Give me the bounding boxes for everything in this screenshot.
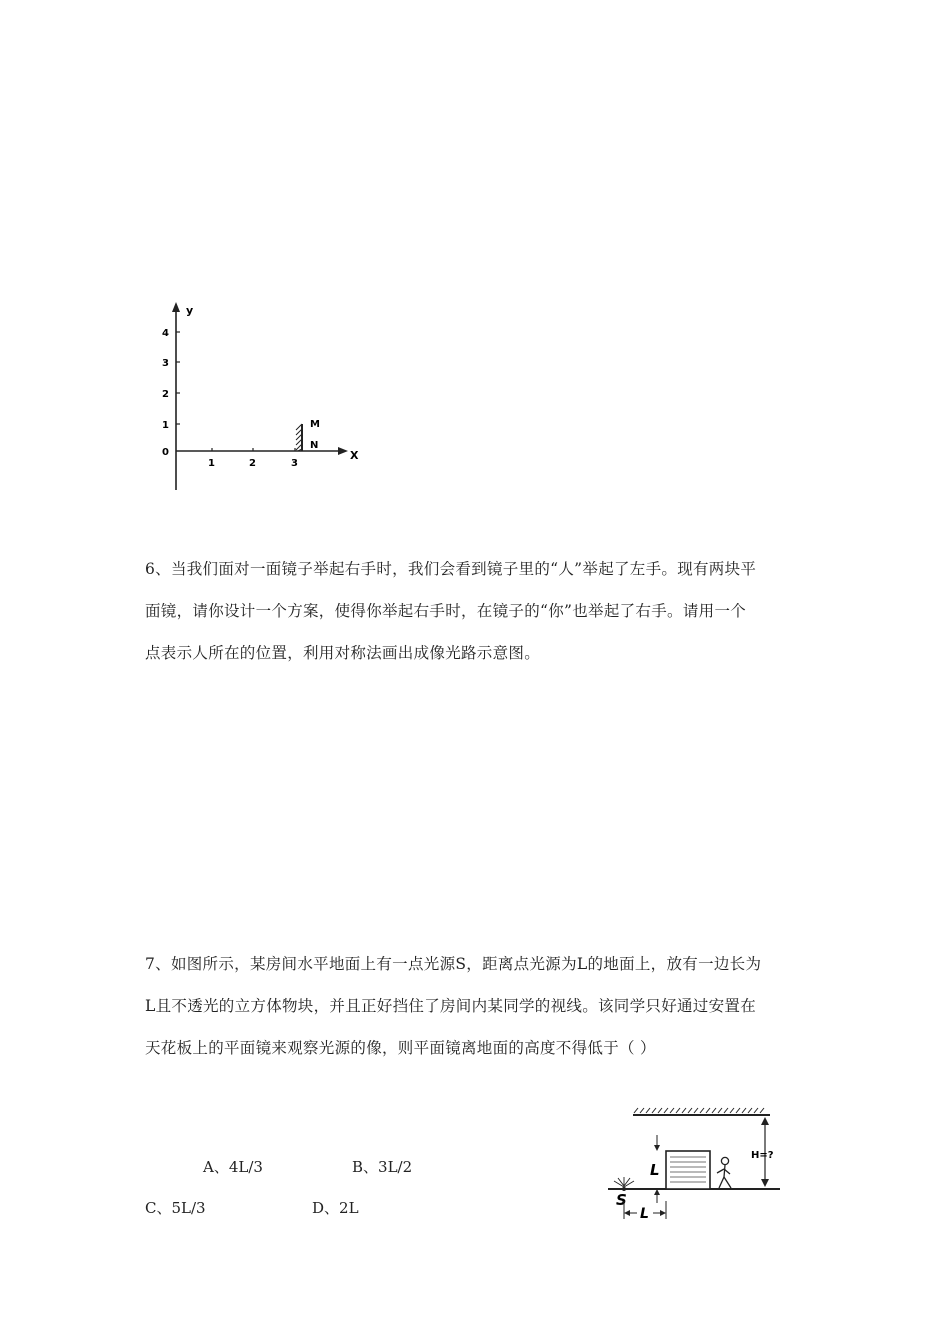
distance-label: L (640, 1206, 649, 1222)
cube-block (666, 1151, 710, 1189)
coordinate-mirror-figure (150, 300, 380, 500)
y-tick-1: 1 (162, 420, 169, 431)
mirror-mn (296, 424, 302, 451)
person-figure (717, 1157, 731, 1188)
y-axis-label: y (186, 304, 194, 317)
room-mirror-figure (600, 1105, 790, 1225)
x-axis-arrow (338, 447, 348, 455)
mirror-label-m: M (310, 419, 320, 430)
cube-side-label: L (650, 1161, 660, 1179)
question-6-line: 6、当我们面对一面镜子举起右手时，我们会看到镜子里的“人”举起了左手。现有两块平 (145, 560, 757, 578)
source-label: S (616, 1191, 627, 1209)
question-6 (145, 548, 815, 674)
option-a: A、4L/3 (203, 1158, 263, 1176)
ceiling (633, 1108, 770, 1115)
question-6-line: 面镜，请你设计一个方案，使得你举起右手时，在镜子的“你”也举起了右手。请用一个 (145, 602, 747, 620)
x-tick-1: 1 (208, 458, 215, 469)
question-7-line: 天花板上的平面镜来观察光源的像，则平面镜离地面的高度不得低于（ ） (145, 1039, 656, 1057)
light-source-rays (614, 1177, 634, 1187)
y-axis-arrow (172, 302, 180, 312)
question-6-line: 点表示人所在的位置，利用对称法画出成像光路示意图。 (145, 644, 541, 662)
y-tick-2: 2 (162, 389, 169, 400)
y-tick-3: 3 (162, 358, 169, 369)
question-7-line: L且不透光的立方体物块，并且正好挡住了房间内某同学的视线。该同学只好通过安置在 (145, 997, 756, 1015)
origin-label: 0 (162, 447, 169, 458)
option-d: D、2L (312, 1199, 359, 1217)
question-7-line: 7、如图所示，某房间水平地面上有一点光源S，距离点光源为L的地面上，放有一边长为 (145, 955, 762, 973)
mirror-label-n: N (310, 440, 319, 451)
option-c: C、5L/3 (145, 1199, 206, 1217)
x-tick-2: 2 (249, 458, 256, 469)
question-7 (145, 943, 815, 1069)
y-tick-4: 4 (162, 328, 169, 339)
x-axis-label: X (350, 449, 359, 462)
height-label: H=? (751, 1150, 774, 1161)
option-b: B、3L/2 (352, 1158, 413, 1176)
x-tick-3: 3 (291, 458, 298, 469)
